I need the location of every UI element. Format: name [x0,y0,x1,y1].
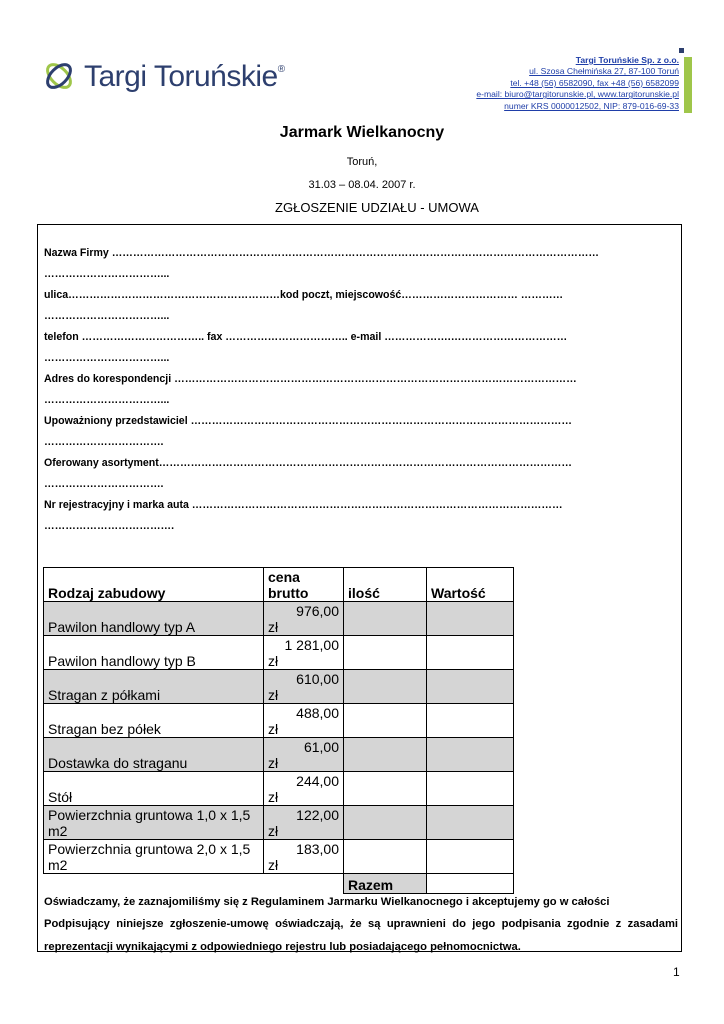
table-row [44,806,514,840]
header-value: Wartość [427,568,514,602]
logo-text: Targi Toruńskie® [84,60,285,93]
table-header-row [44,568,514,602]
quantity-input[interactable] [344,704,427,738]
field-contact[interactable]: telefon …………………………….. fax …………………………….. e-mail ……………….…………………………… [44,331,568,343]
table-row [44,670,514,704]
company-name[interactable]: Targi Toruńskie Sp. z o.o. [575,55,679,65]
field-contact-cont[interactable]: ……………………………... [44,352,170,364]
field-vehicle-cont[interactable]: ………………………………. [44,520,175,532]
company-email-web[interactable]: e-mail: biuro@targitorunskie.pl, www.targitorunskie.pl [476,89,679,100]
field-assortment[interactable]: Oferowany asortyment……………………………………………………………………………………………………… [44,457,572,469]
header-type: Rodzaj zabudowy [44,568,264,602]
row-price: 488,00 zł [264,704,344,738]
field-correspondence-address[interactable]: Adres do korespondencji …………………………………………………………………………………………………… [44,373,577,385]
page-number: 1 [673,965,680,979]
row-price: 976,00 zł [264,602,344,636]
header-quantity: ilość [344,568,427,602]
row-name: Stragan bez półek [44,704,264,738]
row-price: 61,00 zł [264,738,344,772]
field-correspondence-address-cont[interactable]: ……………………………... [44,394,170,406]
brand-square [679,48,684,53]
quantity-input[interactable] [344,772,427,806]
price-table [43,567,514,894]
field-address-cont[interactable]: ……………………………... [44,310,170,322]
company-address[interactable]: ul. Szosa Chełmińska 27, 87-100 Toruń [529,66,679,77]
table-row [44,738,514,772]
value-input[interactable] [427,704,514,738]
quantity-input[interactable] [344,670,427,704]
company-info [476,55,679,112]
quantity-input[interactable] [344,806,427,840]
event-city: Toruń, [346,156,378,168]
table-row [44,704,514,738]
logo-emblem-icon [42,59,76,93]
value-input[interactable] [427,636,514,670]
row-name: Pawilon handlowy typ A [44,602,264,636]
accent-bar [684,57,692,113]
quantity-input[interactable] [344,738,427,772]
row-price: 122,00 zł [264,806,344,840]
quantity-input[interactable] [344,840,427,874]
value-input[interactable] [427,602,514,636]
field-assortment-cont[interactable]: ……………………………. [44,478,164,490]
row-name: Stół [44,772,264,806]
value-input[interactable] [427,772,514,806]
event-dates: 31.03 – 08.04. 2007 r. [308,179,416,191]
row-name: Dostawka do straganu [44,738,264,772]
field-company-name[interactable]: Nazwa Firmy ………………………………………………………………………………………………………………………… [44,247,600,259]
company-krs-nip[interactable]: numer KRS 0000012502, NIP: 879-016-69-33 [504,100,679,111]
row-name: Stragan z półkami [44,670,264,704]
value-input[interactable] [427,806,514,840]
field-vehicle[interactable]: Nr rejestracyjny i marka auta …………………………………………………………………………………………… [44,499,563,511]
field-company-name-cont[interactable]: ……………………………... [44,268,170,280]
document-title: Jarmark Wielkanocny [279,124,445,141]
document-subtitle: ZGŁOSZENIE UDZIAŁU - UMOWA [275,200,479,215]
table-row [44,840,514,874]
value-input[interactable] [427,670,514,704]
value-input[interactable] [427,738,514,772]
row-price: 1 281,00 zł [264,636,344,670]
quantity-input[interactable] [344,636,427,670]
field-representative[interactable]: Upoważniony przedstawiciel ……………………………………………………………………………………………… [44,415,572,427]
declaration-regulations: Oświadczamy, że zaznajomiliśmy się z Regulaminem Jarmarku Wielkanocnego i akceptujemy go w całości [44,896,610,908]
row-price: 244,00 zł [264,772,344,806]
company-phone[interactable]: tel. +48 (56) 6582090, fax +48 (56) 6582099 [510,77,679,88]
value-input[interactable] [427,840,514,874]
quantity-input[interactable] [344,602,427,636]
row-name: Powierzchnia gruntowa 2,0 x 1,5 m2 [44,840,264,874]
row-price: 610,00 zł [264,670,344,704]
table-row [44,772,514,806]
total-label: Razem [344,874,427,894]
table-row [44,602,514,636]
row-name: Powierzchnia gruntowa 1,0 x 1,5 m2 [44,806,264,840]
declaration-signatories: Podpisujący niniejsze zgłoszenie-umowę oświadczają, że są uprawnieni do jego podpisania zgodnie z zasadami reprezentacji wynikającymi z odpowiedniego rejestru lub posiadającego pełnomocnictwa. [44,918,678,953]
field-address[interactable]: ulica……………………………………………………kod poczt, miejscowość…………………………… ………… [44,289,564,301]
field-representative-cont[interactable]: ……………………………. [44,436,164,448]
row-price: 183,00 zł [264,840,344,874]
table-row [44,636,514,670]
row-name: Pawilon handlowy typ B [44,636,264,670]
header-price: cena brutto [264,568,344,602]
